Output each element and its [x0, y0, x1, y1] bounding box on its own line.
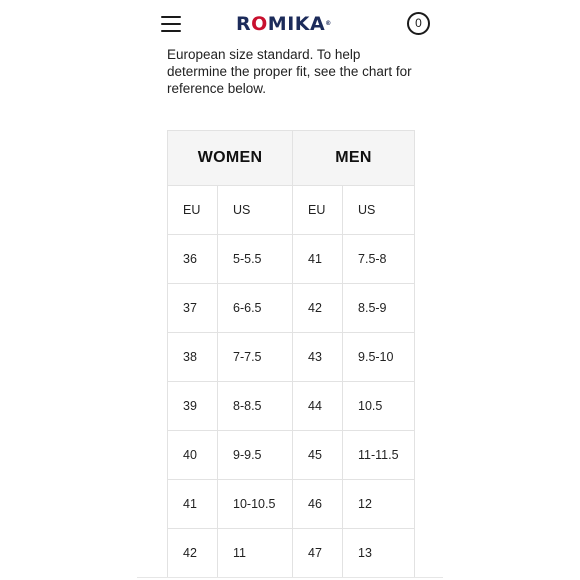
column-header-row [168, 186, 415, 235]
size-cell-men-us: 12 [343, 480, 415, 529]
size-cell-men-eu: 44 [293, 382, 343, 431]
size-cell-women-us: 11 [218, 529, 293, 578]
size-cell-men-us: 11-11.5 [343, 431, 415, 480]
size-cell-women-eu: 38 [168, 333, 218, 382]
women-header: WOMEN [168, 131, 293, 186]
size-cell-women-eu: 40 [168, 431, 218, 480]
cart-count: 0 [415, 16, 422, 30]
table-row [168, 284, 415, 333]
registered-mark: ® [325, 20, 332, 27]
cart-button[interactable] [407, 12, 430, 35]
women-us-header: US [218, 186, 293, 235]
divider [137, 577, 443, 578]
brand-logo-text: ROMIKA [236, 13, 326, 35]
brand-logo[interactable] [236, 12, 346, 36]
men-us-header: US [343, 186, 415, 235]
gender-header-row [168, 131, 415, 186]
menu-icon[interactable] [161, 16, 181, 32]
table-row [168, 333, 415, 382]
size-cell-women-us: 10-10.5 [218, 480, 293, 529]
size-chart-table [167, 130, 415, 578]
size-chart-body [168, 186, 415, 578]
size-cell-men-us: 8.5-9 [343, 284, 415, 333]
men-eu-header: EU [293, 186, 343, 235]
size-cell-men-eu: 45 [293, 431, 343, 480]
table-row [168, 382, 415, 431]
size-cell-men-us: 13 [343, 529, 415, 578]
women-eu-header: EU [168, 186, 218, 235]
size-cell-men-us: 10.5 [343, 382, 415, 431]
menu-icon-bar [161, 23, 181, 25]
size-cell-men-eu: 46 [293, 480, 343, 529]
size-cell-women-us: 8-8.5 [218, 382, 293, 431]
size-cell-women-us: 5-5.5 [218, 235, 293, 284]
size-cell-men-us: 7.5-8 [343, 235, 415, 284]
menu-icon-bar [161, 16, 181, 18]
size-cell-women-eu: 42 [168, 529, 218, 578]
table-row [168, 529, 415, 578]
size-intro-text: European size standard. To help determine the proper fit, see the chart for reference below. [167, 47, 412, 96]
size-cell-women-us: 6-6.5 [218, 284, 293, 333]
size-cell-men-us: 9.5-10 [343, 333, 415, 382]
men-header: MEN [293, 131, 415, 186]
size-cell-women-eu: 37 [168, 284, 218, 333]
size-cell-women-us: 7-7.5 [218, 333, 293, 382]
size-cell-men-eu: 47 [293, 529, 343, 578]
table-row [168, 235, 415, 284]
size-cell-women-eu: 41 [168, 480, 218, 529]
size-cell-women-eu: 36 [168, 235, 218, 284]
table-row [168, 480, 415, 529]
size-cell-men-eu: 43 [293, 333, 343, 382]
table-row [168, 431, 415, 480]
size-cell-men-eu: 41 [293, 235, 343, 284]
page [137, 0, 443, 580]
site-header [137, 0, 443, 48]
size-cell-men-eu: 42 [293, 284, 343, 333]
size-cell-women-us: 9-9.5 [218, 431, 293, 480]
menu-icon-bar [161, 30, 181, 32]
size-cell-women-eu: 39 [168, 382, 218, 431]
